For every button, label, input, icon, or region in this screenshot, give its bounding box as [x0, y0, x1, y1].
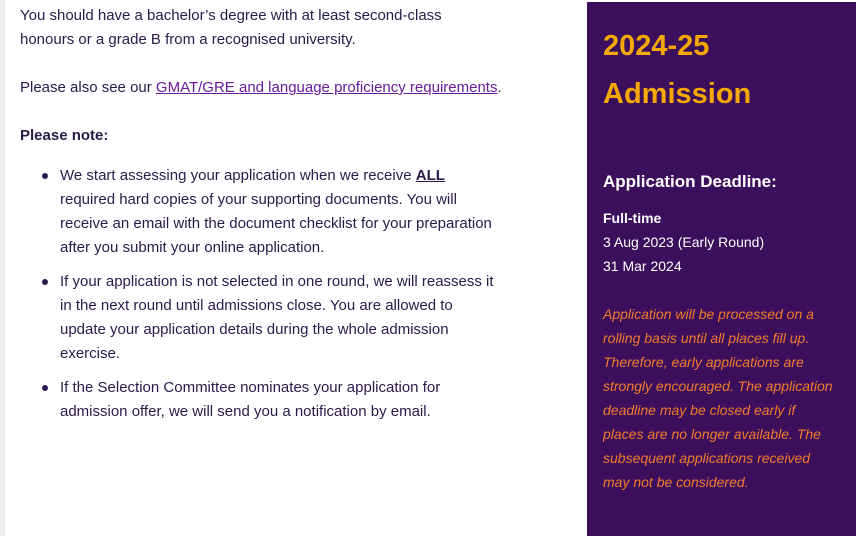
note-1-after: required hard copies of your supporting documents. You will receive an email with the document checklist for your preparation after you submit your online application.: [60, 191, 492, 256]
full-time-label: Full-time: [603, 210, 662, 226]
degree-requirement-text: You should have a bachelor’s degree with at least second-class honours or a grade B from a recognised university.: [20, 7, 442, 48]
admission-year: 2024-25: [603, 30, 710, 62]
note-1-before: We start assessing your application when we receive: [60, 167, 416, 184]
note-2-text: If your application is not selected in one round, we will reassess it in the next round until admissions close. You are allowed to update your application details during the whole admission exercise.: [60, 273, 494, 362]
list-item: [20, 376, 500, 424]
see-also-suffix: .: [497, 79, 502, 96]
notes-list: [20, 164, 580, 424]
final-deadline-date: 31 Mar 2024: [603, 258, 682, 274]
requirements-content: [20, 4, 580, 434]
admission-sidebar: [587, 2, 856, 536]
admission-year-title: [603, 22, 751, 118]
list-item: [20, 164, 500, 260]
bullet-icon: [42, 279, 48, 285]
deadline-heading: Application Deadline:: [603, 172, 777, 191]
note-1-emphasis: ALL: [415, 167, 445, 184]
note-3-text: If the Selection Committee nominates your application for admission offer, we will send you a notification by email.: [60, 379, 441, 420]
early-round-date: 3 Aug 2023 (Early Round): [603, 234, 765, 250]
see-also-prefix: Please also see our: [20, 79, 156, 96]
left-edge-divider: [0, 0, 5, 536]
admission-label: Admission: [603, 78, 752, 110]
gmat-gre-requirements-link[interactable]: GMAT/GRE and language proficiency requirements: [155, 79, 498, 96]
please-note-heading: Please note:: [20, 127, 109, 144]
see-also-line: [20, 76, 580, 100]
rolling-basis-notice: Application will be processed on a rolling basis until all places fill up. Therefore, early applications are strongly encouraged. The application deadline may be closed early if places are no longer available. The subsequent applications received may not be considered.: [603, 306, 833, 490]
deadline-dates: [603, 206, 764, 278]
bullet-icon: [42, 385, 48, 391]
list-item: [20, 270, 500, 366]
bullet-icon: [42, 173, 48, 179]
